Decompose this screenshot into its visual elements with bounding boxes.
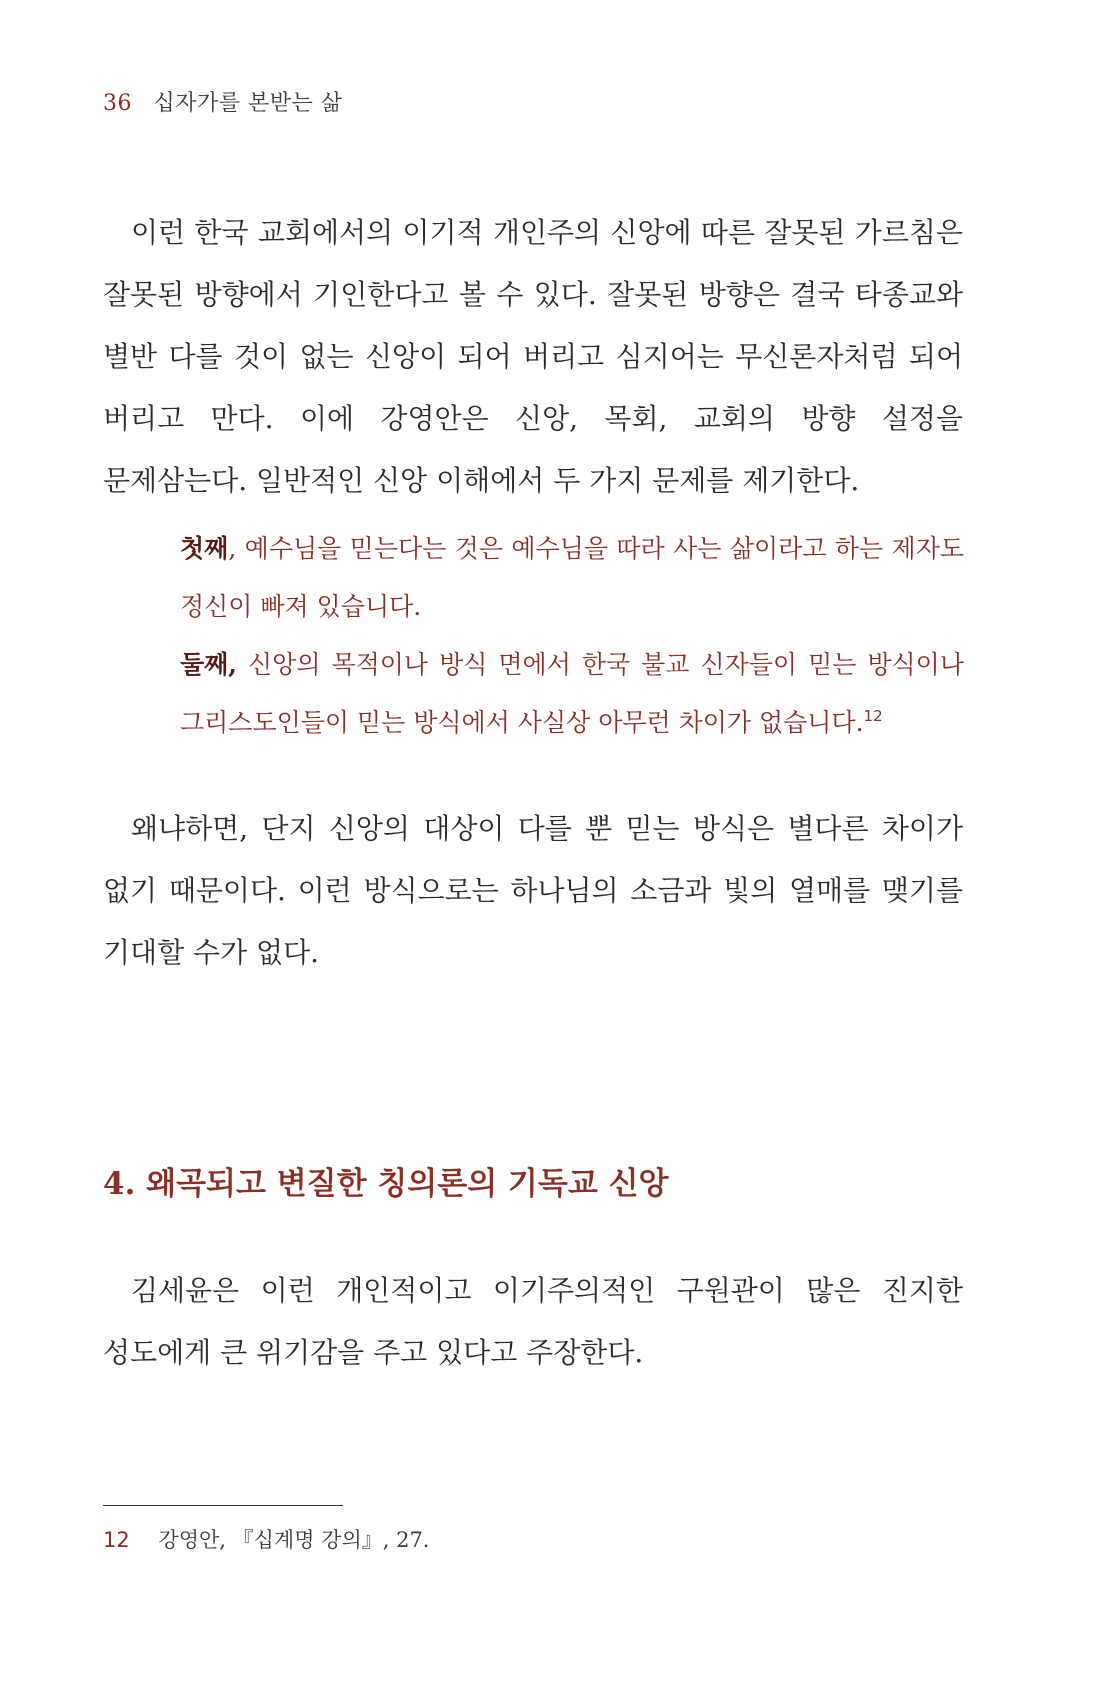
footnote — [103, 1524, 429, 1554]
quote-second-label: 둘째, — [180, 650, 238, 679]
body-paragraph-3: 김세윤은 이런 개인적이고 이기주의적인 구원관이 많은 진지한 성도에게 큰 위기감을 주고 있다고 주장한다. — [103, 1274, 963, 1369]
body-paragraph-2: 왜냐하면, 단지 신앙의 대상이 다를 뿐 믿는 방식은 별다른 차이가 없기 때문이다. 이런 방식으로는 하나님의 소금과 빛의 열매를 맺기를 기대할 수가 없다. — [103, 812, 963, 969]
block-quote-second — [180, 636, 964, 752]
footnote-divider — [103, 1505, 343, 1506]
page-number: 36 — [103, 91, 132, 116]
quote-second-text: 신앙의 목적이나 방식 면에서 한국 불교 신자들이 믿는 방식이나 그리스도인들이 믿는 방식에서 사실상 아무런 차이가 없습니다. — [180, 650, 964, 737]
quote-first-text: , 예수님을 믿는다는 것은 예수님을 따라 사는 삶이라고 하는 제자도 정신이 빠져 있습니다. — [180, 534, 964, 621]
section-heading: 4. 왜곡되고 변질한 칭의론의 기독교 신앙 — [103, 1166, 669, 1202]
running-header — [103, 86, 343, 117]
footnote-text: 강영안, 『십계명 강의』, 27. — [158, 1528, 430, 1552]
footnote-reference[interactable]: 12 — [863, 707, 883, 725]
body-paragraph-1: 이런 한국 교회에서의 이기적 개인주의 신앙에 따른 잘못된 가르침은 잘못된 방향에서 기인한다고 볼 수 있다. 잘못된 방향은 결국 타종교와 별반 다를 것이 없는 신앙이 되어 버리고 심지어는 무신론자처럼 되어 버리고 만다. 이에 강영안은 신앙, 목회, 교회의 방향 설정을 문제삼는다. 일반적인 신앙 이해에서 두 가지 문제를 제기한다. — [103, 216, 963, 497]
quote-first-label: 첫째 — [180, 534, 229, 563]
footnote-number: 12 — [103, 1528, 130, 1552]
book-title: 십자가를 본받는 삶 — [153, 91, 343, 116]
block-quote-first — [180, 520, 964, 636]
